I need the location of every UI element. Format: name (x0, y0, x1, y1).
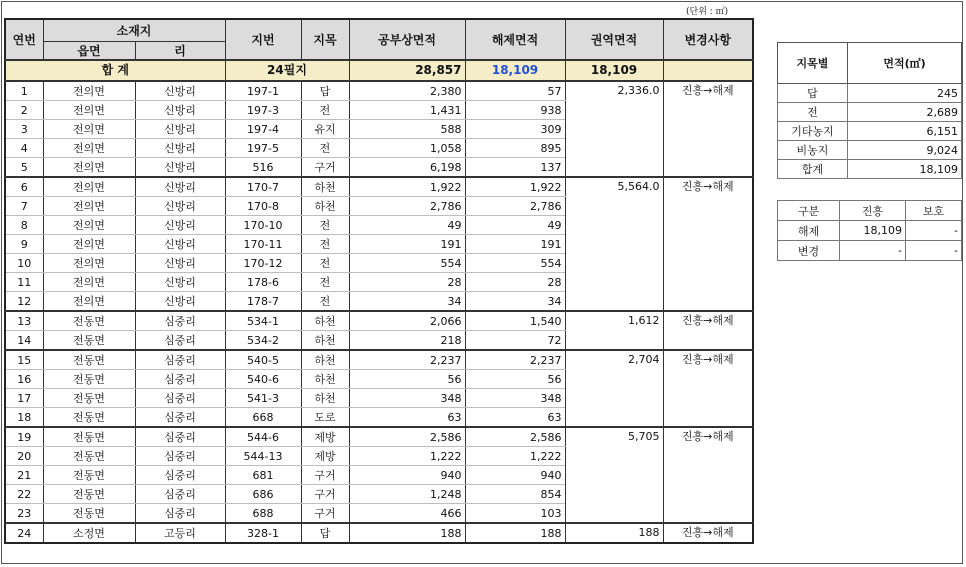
row-category: 답 (301, 81, 349, 101)
header-zone-area: 권역면적 (565, 19, 663, 60)
row-eup: 전동면 (43, 408, 135, 428)
row-lot: 688 (225, 504, 301, 524)
header-eup: 읍면 (43, 41, 135, 60)
row-ri: 심중리 (135, 311, 225, 331)
row-eup: 전동면 (43, 427, 135, 447)
summary-category-label: 비농지 (778, 141, 848, 160)
row-registered-area: 6,198 (349, 158, 465, 178)
row-released-area: 940 (465, 466, 565, 485)
row-ri: 신방리 (135, 235, 225, 254)
row-ri: 신방리 (135, 81, 225, 101)
row-released-area: 938 (465, 101, 565, 120)
summary-category-label: 전 (778, 103, 848, 122)
row-no: 6 (5, 177, 43, 197)
summary-type-row (778, 221, 962, 241)
row-no: 14 (5, 331, 43, 351)
group-change: 진흥→해제 (663, 177, 753, 311)
row-category: 하천 (301, 350, 349, 370)
row-eup: 전의면 (43, 235, 135, 254)
type-header-division: 구분 (778, 201, 840, 221)
row-released-area: 1,540 (465, 311, 565, 331)
row-released-area: 103 (465, 504, 565, 524)
row-lot: 170-8 (225, 197, 301, 216)
row-registered-area: 191 (349, 235, 465, 254)
row-registered-area: 554 (349, 254, 465, 273)
row-registered-area: 56 (349, 370, 465, 389)
row-lot: 544-6 (225, 427, 301, 447)
row-category: 전 (301, 254, 349, 273)
row-no: 18 (5, 408, 43, 428)
row-category: 전 (301, 139, 349, 158)
row-released-area: 554 (465, 254, 565, 273)
row-released-area: 2,586 (465, 427, 565, 447)
row-eup: 전의면 (43, 101, 135, 120)
row-category: 구거 (301, 504, 349, 524)
row-ri: 신방리 (135, 120, 225, 139)
table-row (5, 311, 753, 331)
row-category: 도로 (301, 408, 349, 428)
summary-by-type-table (777, 200, 962, 261)
row-ri: 심중리 (135, 331, 225, 351)
type-header-jinheung: 진흥 (840, 201, 906, 221)
group-change: 진흥→해제 (663, 427, 753, 523)
row-lot: 170-7 (225, 177, 301, 197)
group-zone-area: 2,704 (565, 350, 663, 427)
row-released-area: 1,222 (465, 447, 565, 466)
row-no: 8 (5, 216, 43, 235)
total-released: 18,109 (465, 60, 565, 81)
row-lot: 328-1 (225, 523, 301, 543)
summary-category-value: 6,151 (848, 122, 962, 141)
row-eup: 전의면 (43, 139, 135, 158)
row-category: 하천 (301, 177, 349, 197)
row-category: 유지 (301, 120, 349, 139)
row-no: 23 (5, 504, 43, 524)
row-registered-area: 1,222 (349, 447, 465, 466)
row-eup: 전의면 (43, 292, 135, 312)
row-lot: 681 (225, 466, 301, 485)
row-eup: 전동면 (43, 350, 135, 370)
header-lot: 지번 (225, 19, 301, 60)
row-no: 19 (5, 427, 43, 447)
row-released-area: 49 (465, 216, 565, 235)
row-lot: 686 (225, 485, 301, 504)
row-no: 9 (5, 235, 43, 254)
row-ri: 신방리 (135, 292, 225, 312)
row-no: 24 (5, 523, 43, 543)
row-ri: 심중리 (135, 447, 225, 466)
row-registered-area: 2,380 (349, 81, 465, 101)
row-eup: 전동면 (43, 370, 135, 389)
row-eup: 전의면 (43, 158, 135, 178)
row-eup: 전동면 (43, 311, 135, 331)
summary-category-label: 합계 (778, 160, 848, 179)
row-eup: 전의면 (43, 120, 135, 139)
row-lot: 541-3 (225, 389, 301, 408)
row-registered-area: 218 (349, 331, 465, 351)
summary-type-label: 해제 (778, 221, 840, 241)
row-released-area: 56 (465, 370, 565, 389)
row-ri: 심중리 (135, 370, 225, 389)
row-eup: 전의면 (43, 273, 135, 292)
group-zone-area: 2,336.0 (565, 81, 663, 177)
row-lot: 534-2 (225, 331, 301, 351)
header-registered-area: 공부상면적 (349, 19, 465, 60)
row-registered-area: 2,586 (349, 427, 465, 447)
row-no: 20 (5, 447, 43, 466)
group-zone-area: 188 (565, 523, 663, 543)
row-lot: 170-11 (225, 235, 301, 254)
land-parcel-table (4, 18, 754, 544)
row-no: 21 (5, 466, 43, 485)
row-ri: 신방리 (135, 254, 225, 273)
total-label: 합 계 (5, 60, 225, 81)
row-ri: 심중리 (135, 389, 225, 408)
row-no: 1 (5, 81, 43, 101)
row-category: 하천 (301, 331, 349, 351)
summary-type-boho: - (906, 221, 962, 241)
total-lots: 24필지 (225, 60, 349, 81)
row-ri: 신방리 (135, 273, 225, 292)
row-eup: 전의면 (43, 81, 135, 101)
row-ri: 심중리 (135, 350, 225, 370)
row-released-area: 895 (465, 139, 565, 158)
row-lot: 668 (225, 408, 301, 428)
row-lot: 540-5 (225, 350, 301, 370)
row-category: 하천 (301, 389, 349, 408)
summary-type-label: 변경 (778, 241, 840, 261)
summary-type-row (778, 241, 962, 261)
header-ri: 리 (135, 41, 225, 60)
row-released-area: 63 (465, 408, 565, 428)
group-zone-area: 1,612 (565, 311, 663, 350)
row-ri: 신방리 (135, 101, 225, 120)
row-lot: 178-6 (225, 273, 301, 292)
row-registered-area: 1,431 (349, 101, 465, 120)
row-category: 제방 (301, 427, 349, 447)
row-no: 11 (5, 273, 43, 292)
row-no: 22 (5, 485, 43, 504)
row-no: 3 (5, 120, 43, 139)
row-ri: 심중리 (135, 408, 225, 428)
unit-label: (단위 : ㎡) (686, 7, 729, 17)
row-registered-area: 940 (349, 466, 465, 485)
row-ri: 신방리 (135, 177, 225, 197)
row-category: 제방 (301, 447, 349, 466)
summary-category-value: 18,109 (848, 160, 962, 179)
row-eup: 전동면 (43, 389, 135, 408)
type-header-boho: 보호 (906, 201, 962, 221)
summary-category-header: 지목별 (778, 43, 848, 84)
row-category: 전 (301, 235, 349, 254)
row-category: 전 (301, 292, 349, 312)
row-ri: 신방리 (135, 139, 225, 158)
row-eup: 전동면 (43, 504, 135, 524)
row-ri: 심중리 (135, 504, 225, 524)
row-released-area: 1,922 (465, 177, 565, 197)
summary-category-row (778, 141, 962, 160)
group-change: 진흥→해제 (663, 350, 753, 427)
row-category: 전 (301, 101, 349, 120)
row-lot: 197-1 (225, 81, 301, 101)
row-category: 구거 (301, 485, 349, 504)
group-zone-area: 5,705 (565, 427, 663, 523)
row-lot: 170-10 (225, 216, 301, 235)
row-category: 답 (301, 523, 349, 543)
group-change: 진흥→해제 (663, 523, 753, 543)
row-eup: 전동면 (43, 447, 135, 466)
row-no: 2 (5, 101, 43, 120)
row-lot: 197-5 (225, 139, 301, 158)
row-eup: 전의면 (43, 177, 135, 197)
row-registered-area: 1,058 (349, 139, 465, 158)
summary-by-category-table (777, 42, 962, 179)
row-registered-area: 49 (349, 216, 465, 235)
row-registered-area: 63 (349, 408, 465, 428)
row-no: 17 (5, 389, 43, 408)
row-ri: 신방리 (135, 216, 225, 235)
row-no: 7 (5, 197, 43, 216)
row-released-area: 137 (465, 158, 565, 178)
row-eup: 전동면 (43, 485, 135, 504)
row-registered-area: 2,786 (349, 197, 465, 216)
row-no: 5 (5, 158, 43, 178)
total-registered: 28,857 (349, 60, 465, 81)
row-eup: 전의면 (43, 197, 135, 216)
summary-category-value: 9,024 (848, 141, 962, 160)
summary-category-label: 답 (778, 84, 848, 103)
header-no: 연번 (5, 19, 43, 60)
summary-category-row (778, 103, 962, 122)
row-category: 하천 (301, 197, 349, 216)
row-no: 10 (5, 254, 43, 273)
row-registered-area: 588 (349, 120, 465, 139)
summary-category-row (778, 122, 962, 141)
row-eup: 전의면 (43, 216, 135, 235)
row-lot: 540-6 (225, 370, 301, 389)
row-registered-area: 348 (349, 389, 465, 408)
header-location: 소재지 (43, 19, 225, 41)
table-row (5, 350, 753, 370)
summary-category-value: 245 (848, 84, 962, 103)
row-released-area: 188 (465, 523, 565, 543)
row-released-area: 348 (465, 389, 565, 408)
row-ri: 심중리 (135, 427, 225, 447)
table-row (5, 81, 753, 101)
total-change-empty (663, 60, 753, 81)
header-released-area: 해제면적 (465, 19, 565, 60)
row-no: 12 (5, 292, 43, 312)
row-registered-area: 2,237 (349, 350, 465, 370)
row-ri: 심중리 (135, 485, 225, 504)
row-no: 4 (5, 139, 43, 158)
row-released-area: 191 (465, 235, 565, 254)
row-registered-area: 1,248 (349, 485, 465, 504)
summary-type-boho: - (906, 241, 962, 261)
header-category: 지목 (301, 19, 349, 60)
row-lot: 534-1 (225, 311, 301, 331)
row-registered-area: 2,066 (349, 311, 465, 331)
row-category: 구거 (301, 466, 349, 485)
row-released-area: 2,786 (465, 197, 565, 216)
row-released-area: 854 (465, 485, 565, 504)
summary-type-jinheung: - (840, 241, 906, 261)
row-category: 전 (301, 216, 349, 235)
table-row (5, 523, 753, 543)
row-ri: 고등리 (135, 523, 225, 543)
summary-category-row (778, 160, 962, 179)
row-released-area: 72 (465, 331, 565, 351)
row-no: 13 (5, 311, 43, 331)
row-category: 구거 (301, 158, 349, 178)
row-registered-area: 466 (349, 504, 465, 524)
row-category: 하천 (301, 370, 349, 389)
row-registered-area: 188 (349, 523, 465, 543)
row-lot: 197-3 (225, 101, 301, 120)
table-row (5, 427, 753, 447)
row-category: 하천 (301, 311, 349, 331)
total-row (5, 60, 753, 81)
group-change: 진흥→해제 (663, 81, 753, 177)
row-released-area: 309 (465, 120, 565, 139)
row-released-area: 34 (465, 292, 565, 312)
row-lot: 197-4 (225, 120, 301, 139)
row-eup: 전의면 (43, 254, 135, 273)
group-zone-area: 5,564.0 (565, 177, 663, 311)
row-no: 15 (5, 350, 43, 370)
row-registered-area: 28 (349, 273, 465, 292)
row-lot: 170-12 (225, 254, 301, 273)
row-eup: 전동면 (43, 466, 135, 485)
row-ri: 신방리 (135, 158, 225, 178)
row-lot: 516 (225, 158, 301, 178)
summary-area-header: 면적(㎡) (848, 43, 962, 84)
row-no: 16 (5, 370, 43, 389)
row-lot: 544-13 (225, 447, 301, 466)
row-released-area: 2,237 (465, 350, 565, 370)
total-zone: 18,109 (565, 60, 663, 81)
summary-category-label: 기타농지 (778, 122, 848, 141)
summary-category-row (778, 84, 962, 103)
header-change: 변경사항 (663, 19, 753, 60)
table-row (5, 177, 753, 197)
row-eup: 전동면 (43, 331, 135, 351)
row-lot: 178-7 (225, 292, 301, 312)
group-change: 진흥→해제 (663, 311, 753, 350)
summary-type-jinheung: 18,109 (840, 221, 906, 241)
summary-category-value: 2,689 (848, 103, 962, 122)
row-ri: 심중리 (135, 466, 225, 485)
row-released-area: 57 (465, 81, 565, 101)
row-released-area: 28 (465, 273, 565, 292)
row-registered-area: 1,922 (349, 177, 465, 197)
row-eup: 소정면 (43, 523, 135, 543)
row-registered-area: 34 (349, 292, 465, 312)
row-category: 전 (301, 273, 349, 292)
row-ri: 신방리 (135, 197, 225, 216)
